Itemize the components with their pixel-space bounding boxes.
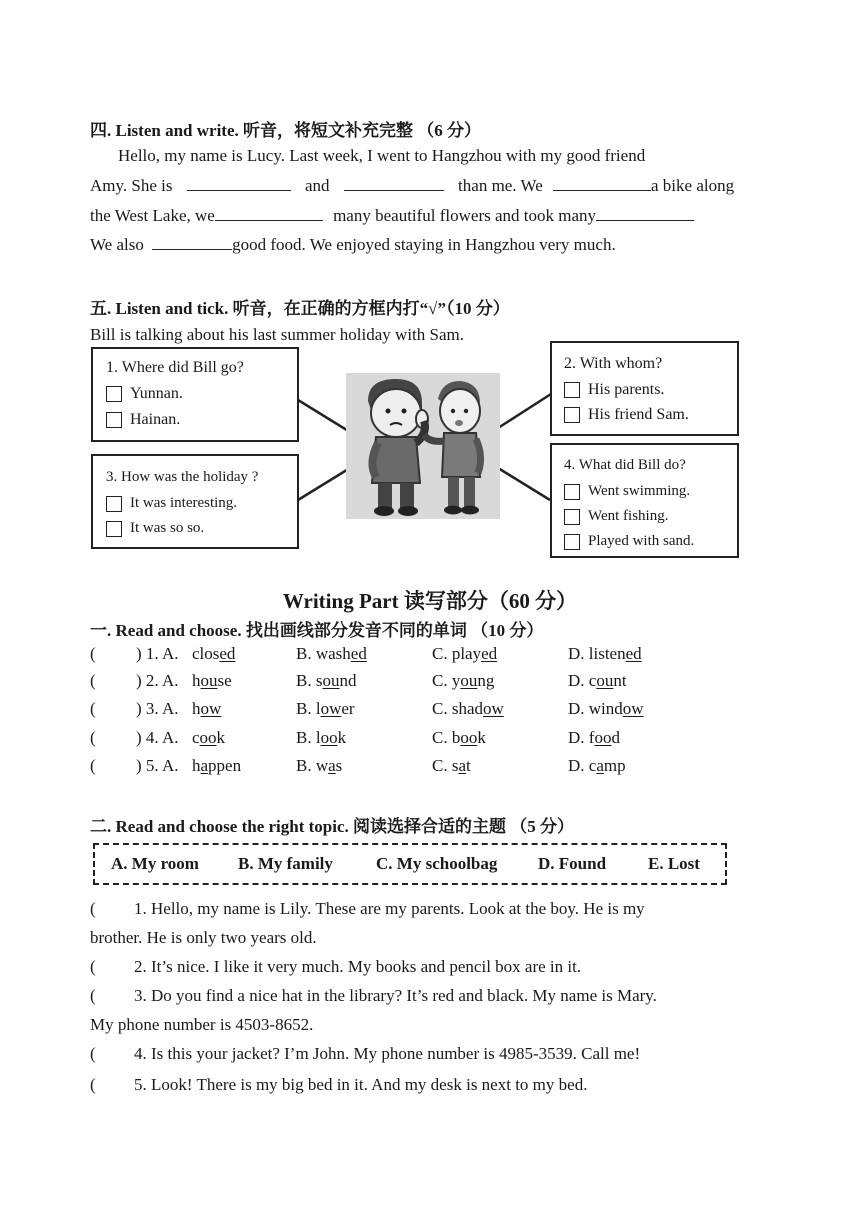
- word-part: C. play: [432, 644, 482, 663]
- word-option-b: [296, 756, 342, 776]
- question-box-1: [91, 347, 299, 442]
- word-option-d: [568, 699, 644, 719]
- checkbox[interactable]: [106, 412, 122, 428]
- option-so-so[interactable]: [106, 520, 204, 537]
- underlined-letters: a: [200, 756, 209, 775]
- passage-text: Hello, my name is Lucy. Last week, I went to Hangzhou with my good friend: [118, 146, 646, 165]
- answer-parens[interactable]: (: [90, 1044, 96, 1063]
- word-option-b: [296, 644, 367, 664]
- word-part: C. shad: [432, 699, 483, 718]
- word-option-c: [432, 699, 504, 719]
- word-part: B. l: [296, 699, 321, 718]
- word-part: se: [217, 671, 232, 690]
- checkbox[interactable]: [106, 386, 122, 402]
- topic-question-3-cont: [90, 1015, 313, 1035]
- question-text: 3. Do you find a nice hat in the library? It’s red and black. My name is Mary.: [134, 986, 657, 1005]
- word-part: mp: [603, 756, 626, 775]
- part2-heading: 二. Read and choose the right topic. 阅读选择合适的主题 （5 分）: [90, 817, 575, 836]
- underlined-letters: ow: [483, 699, 504, 718]
- topic-option-d: D. Found: [538, 854, 607, 873]
- option-label: Played with sand.: [588, 533, 695, 549]
- option-fishing[interactable]: [564, 508, 668, 525]
- underlined-letters: ow: [200, 699, 222, 718]
- word-option-c: [432, 756, 471, 776]
- answer-parens[interactable]: (: [90, 756, 96, 775]
- word-part: h: [192, 671, 201, 690]
- checkbox[interactable]: [564, 534, 580, 550]
- word-option-a: [192, 671, 232, 691]
- word-part: er: [341, 699, 355, 718]
- word-option-d: [568, 644, 642, 664]
- part1-heading: 一. Read and choose. 找出画线部分发音不同的单词 （10 分）: [90, 621, 544, 640]
- word-part: nt: [613, 671, 627, 690]
- question-text: 3. How was the holiday ?: [106, 469, 259, 485]
- topic-question-4: [90, 1044, 640, 1064]
- answer-parens[interactable]: (: [90, 957, 96, 976]
- topic-question-2: [90, 957, 581, 977]
- writing-part-title: Writing Part 读写部分（60 分）: [282, 589, 578, 613]
- option-label: His parents.: [588, 381, 665, 398]
- topic-options-box: [93, 843, 727, 885]
- word-option-c: [432, 644, 497, 664]
- underlined-letters: ed: [219, 644, 236, 663]
- underlined-letters: a: [596, 756, 604, 775]
- underlined-letters: oo: [460, 728, 478, 747]
- underlined-letters: ed: [625, 644, 642, 663]
- word-part: k: [216, 728, 226, 747]
- underlined-letters: oo: [199, 728, 217, 747]
- word-part: B. s: [296, 671, 323, 690]
- passage-text: many beautiful flowers and took many: [333, 206, 597, 225]
- word-part: t: [466, 756, 471, 775]
- word-part: D. wind: [568, 699, 623, 718]
- option-label: It was so so.: [130, 520, 205, 536]
- underlined-letters: oo: [320, 728, 338, 747]
- topic-question-5: [90, 1075, 587, 1095]
- passage-text: the West Lake, we: [90, 206, 215, 225]
- word-part: D. listen: [568, 644, 626, 663]
- question-number: ) 2. A.: [136, 671, 179, 690]
- underlined-letters: ou: [200, 671, 218, 690]
- word-part: ng: [477, 671, 495, 690]
- option-sand[interactable]: [564, 533, 694, 550]
- passage-text: We also: [90, 235, 144, 254]
- topic-question-3: [90, 986, 657, 1006]
- option-label: Went fishing.: [588, 508, 669, 524]
- word-option-a: [192, 644, 235, 664]
- option-label: Hainan.: [130, 411, 181, 428]
- question-text: 5. Look! There is my big bed in it. And my desk is next to my bed.: [134, 1075, 588, 1094]
- question-box-2: [550, 341, 739, 436]
- word-option-b: [296, 699, 355, 719]
- passage-text: Amy. She is: [90, 176, 173, 195]
- word-option-d: [568, 756, 626, 776]
- checkbox[interactable]: [106, 521, 122, 537]
- word-part: B. wash: [296, 644, 351, 663]
- word-part: ppen: [208, 756, 242, 775]
- underlined-letters: ed: [350, 644, 367, 663]
- question-text: 4. Is this your jacket? I’m John. My phone number is 4985-3539. Call me!: [134, 1044, 641, 1063]
- question-text: 1. Hello, my name is Lily. These are my parents. Look at the boy. He is my: [134, 899, 645, 918]
- word-part: D. c: [568, 671, 597, 690]
- word-part: s: [335, 756, 343, 775]
- question-number: ) 3. A.: [136, 699, 179, 718]
- answer-parens[interactable]: (: [90, 644, 96, 663]
- passage-text: than me. We: [458, 176, 543, 195]
- word-part: C. y: [432, 671, 461, 690]
- passage-text: good food. We enjoyed staying in Hangzhou very much.: [232, 235, 616, 254]
- answer-parens[interactable]: (: [90, 1075, 96, 1094]
- underlined-letters: ou: [322, 671, 340, 690]
- underlined-letters: oo: [594, 728, 612, 747]
- word-part: nd: [339, 671, 357, 690]
- topic-question-1-cont: [90, 928, 317, 948]
- underlined-letters: ed: [481, 644, 498, 663]
- answer-parens[interactable]: (: [90, 899, 96, 918]
- word-part: D. f: [568, 728, 595, 747]
- passage-text: and: [305, 176, 330, 195]
- word-part: k: [337, 728, 347, 747]
- word-part: D. c: [568, 756, 597, 775]
- word-part: B. w: [296, 756, 329, 775]
- option-label: His friend Sam.: [588, 406, 689, 423]
- option-interesting[interactable]: [106, 495, 237, 512]
- topic-question-1: [90, 899, 645, 919]
- underlined-letters: ou: [460, 671, 478, 690]
- option-label: Went swimming.: [588, 483, 691, 499]
- checkbox[interactable]: [564, 382, 580, 398]
- question-number: ) 4. A.: [136, 728, 179, 747]
- section5-intro: Bill is talking about his last summer holiday with Sam.: [90, 325, 464, 344]
- checkbox[interactable]: [564, 484, 580, 500]
- question-text: 4. What did Bill do?: [564, 457, 686, 473]
- option-swimming[interactable]: [564, 483, 690, 500]
- question-number: ) 5. A.: [136, 756, 179, 775]
- two-boys-talking-illustration: [346, 373, 500, 519]
- word-part: B. l: [296, 728, 321, 747]
- word-part: h: [192, 699, 201, 718]
- word-option-b: [296, 671, 356, 691]
- word-option-d: [568, 728, 620, 748]
- underlined-letters: ow: [320, 699, 342, 718]
- word-option-a: [192, 699, 221, 719]
- question-text: 2. It’s nice. I like it very much. My books and pencil box are in it.: [134, 957, 582, 976]
- topic-option-b: B. My family: [238, 854, 333, 873]
- option-hainan[interactable]: [106, 411, 180, 429]
- section5-heading: 五. Listen and tick. 听音，在正确的方框内打“√”（10 分）: [90, 299, 510, 318]
- underlined-letters: ou: [596, 671, 614, 690]
- question-box-4: [550, 443, 739, 558]
- word-option-a: [192, 756, 241, 776]
- question-box-3: [91, 454, 299, 549]
- word-part: d: [611, 728, 620, 747]
- checkbox[interactable]: [564, 407, 580, 423]
- answer-parens[interactable]: (: [90, 671, 96, 690]
- underlined-letters: a: [328, 756, 336, 775]
- checkbox[interactable]: [564, 509, 580, 525]
- option-friend-sam[interactable]: [564, 406, 689, 424]
- option-yunnan[interactable]: [106, 385, 183, 403]
- answer-parens[interactable]: (: [90, 728, 96, 747]
- word-option-c: [432, 671, 494, 691]
- answer-parens[interactable]: (: [90, 986, 96, 1005]
- word-part: k: [477, 728, 486, 747]
- underlined-letters: ow: [622, 699, 644, 718]
- option-parents[interactable]: [564, 381, 664, 399]
- underlined-letters: a: [458, 756, 467, 775]
- question-text: 2. With whom?: [564, 355, 663, 372]
- word-option-b: [296, 728, 346, 748]
- section4-heading: 四. Listen and write. 听音，将短文补充完整 （6 分）: [90, 121, 481, 140]
- word-part: C. b: [432, 728, 461, 747]
- word-option-a: [192, 728, 225, 748]
- word-part: h: [192, 756, 201, 775]
- answer-parens[interactable]: (: [90, 699, 96, 718]
- checkbox[interactable]: [106, 496, 122, 512]
- option-label: Yunnan.: [130, 385, 183, 402]
- word-part: clos: [192, 644, 220, 663]
- question-text: brother. He is only two years old.: [90, 928, 317, 947]
- word-part: C. s: [432, 756, 459, 775]
- question-text: 1. Where did Bill go?: [106, 359, 244, 376]
- topic-option-a: A. My room: [111, 854, 199, 873]
- word-option-c: [432, 728, 486, 748]
- passage-text: a bike along: [651, 176, 735, 195]
- question-text: My phone number is 4503-8652.: [90, 1015, 314, 1034]
- topic-option-e: E. Lost: [648, 854, 700, 873]
- question-number: ) 1. A.: [136, 644, 179, 663]
- topic-option-c: C. My schoolbag: [376, 854, 498, 873]
- word-option-d: [568, 671, 627, 691]
- word-part: c: [192, 728, 200, 747]
- option-label: It was interesting.: [130, 495, 238, 511]
